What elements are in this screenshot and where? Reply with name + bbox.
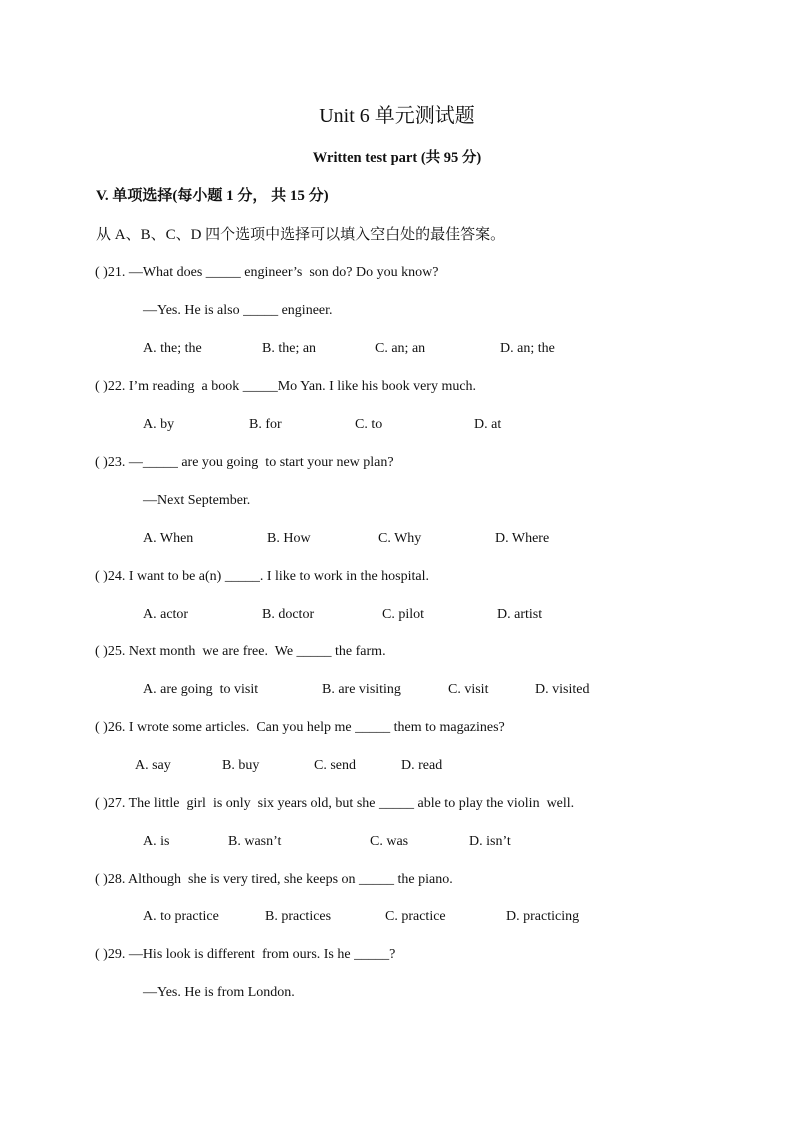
question-21-option-c: C. an; an — [375, 341, 426, 356]
question-23-option-b: B. How — [267, 531, 311, 546]
question-22-option-a: A. by — [143, 417, 175, 432]
question-26-option-a: A. say — [135, 758, 171, 773]
page-subtitle: Written test part (共 95 分) — [312, 150, 482, 166]
question-24-option-d: D. artist — [497, 607, 543, 622]
question-25-stem: ( )25. Next month we are free. We _____ the farm. — [95, 644, 386, 659]
question-23-option-d: D. Where — [495, 531, 550, 546]
question-26-option-d: D. read — [401, 758, 443, 773]
question-23-option-a: A. When — [143, 531, 194, 546]
question-28-option-c: C. practice — [385, 909, 446, 924]
question-25-option-c: C. visit — [448, 682, 489, 697]
question-28-option-d: D. practicing — [506, 909, 580, 924]
question-27-option-b: B. wasn’t — [228, 834, 282, 849]
question-24-option-a: A. actor — [143, 607, 189, 622]
question-23-stem-2: —Next September. — [143, 493, 251, 508]
question-21-option-d: D. an; the — [500, 341, 555, 356]
question-27-option-a: A. is — [143, 834, 170, 849]
question-24-option-c: C. pilot — [382, 607, 425, 622]
question-27-option-d: D. isn’t — [469, 834, 511, 849]
question-25-option-b: B. are visiting — [322, 682, 401, 697]
question-22-option-b: B. for — [249, 417, 282, 432]
question-21-option-a: A. the; the — [143, 341, 202, 356]
question-21-option-b: B. the; an — [262, 341, 317, 356]
question-28-option-b: B. practices — [265, 909, 332, 924]
question-27-stem: ( )27. The little girl is only six years old, but she _____ able to play the violin well. — [95, 796, 575, 811]
question-24-stem: ( )24. I want to be a(n) _____. I like to work in the hospital. — [95, 569, 429, 584]
question-26-option-b: B. buy — [222, 758, 260, 773]
question-24-option-b: B. doctor — [262, 607, 315, 622]
question-23-option-c: C. Why — [378, 531, 422, 546]
page-title: Unit 6 单元测试题 — [319, 105, 475, 127]
question-29-stem: ( )29. —His look is different from ours. Is he _____? — [95, 947, 396, 962]
section-heading: V. 单项选择(每小题 1 分， 共 15 分) — [96, 188, 329, 204]
question-22-stem: ( )22. I’m reading a book _____Mo Yan. I like his book very much. — [95, 379, 477, 394]
question-25-option-d: D. visited — [535, 682, 590, 697]
question-28-stem: ( )28. Although she is very tired, she keeps on _____ the piano. — [95, 872, 453, 887]
question-26-stem: ( )26. I wrote some articles. Can you help me _____ them to magazines? — [95, 720, 505, 735]
question-25-option-a: A. are going to visit — [143, 682, 259, 697]
section-instructions: 从 A、B、C、D 四个选项中选择可以填入空白处的最佳答案。 — [96, 227, 506, 243]
question-21-stem: ( )21. —What does _____ engineer’s son do? Do you know? — [95, 265, 439, 280]
question-21-stem-2: —Yes. He is also _____ engineer. — [143, 303, 333, 318]
question-22-option-c: C. to — [355, 417, 383, 432]
question-28-option-a: A. to practice — [143, 909, 219, 924]
question-29-stem-2: —Yes. He is from London. — [143, 985, 295, 1000]
question-22-option-d: D. at — [474, 417, 502, 432]
question-23-stem: ( )23. —_____ are you going to start your new plan? — [95, 455, 394, 470]
question-27-option-c: C. was — [370, 834, 409, 849]
question-26-option-c: C. send — [314, 758, 356, 773]
